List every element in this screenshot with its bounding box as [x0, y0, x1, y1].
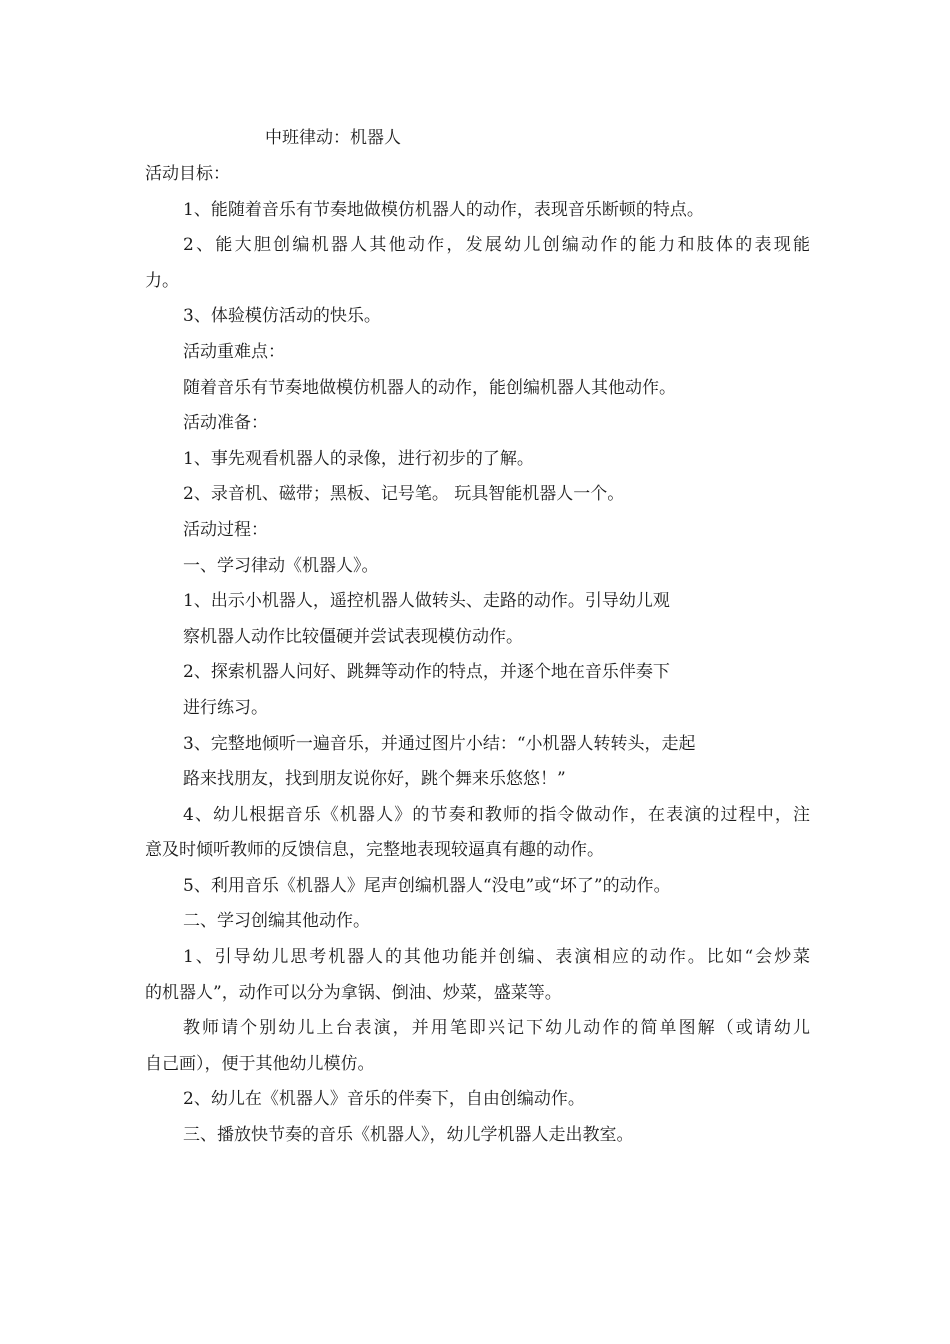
subsection-heading: 三、播放快节奏的音乐《机器人》，幼儿学机器人走出教室。	[183, 1125, 634, 1146]
subsection-heading: 二、学习创编其他动作。	[183, 911, 370, 932]
paragraph-line: 察机器人动作比较僵硬并尝试表现模仿动作。	[183, 626, 523, 647]
paragraph-line: 路来找朋友，找到朋友说你好，跳个舞来乐悠悠！”	[183, 769, 566, 790]
paragraph-line: 1、事先观看机器人的录像，进行初步的了解。	[183, 448, 534, 469]
paragraph-line: 2、能大胆创编机器人其他动作，发展幼儿创编动作的能力和肢体的表现能	[183, 235, 810, 256]
paragraph-line: 3、体验模仿活动的快乐。	[183, 306, 381, 327]
paragraph-line: 教师请个别幼儿上台表演，并用笔即兴记下幼儿动作的简单图解（或请幼儿	[183, 1018, 810, 1039]
paragraph-line: 力。	[145, 270, 179, 291]
paragraph-line: 5、利用音乐《机器人》尾声创编机器人“没电”或“坏了”的动作。	[183, 875, 671, 896]
section-heading-process: 活动过程：	[183, 519, 268, 540]
paragraph-line: 自己画），便于其他幼儿模仿。	[145, 1053, 375, 1074]
paragraph-line: 2、探索机器人问好、跳舞等动作的特点，并逐个地在音乐伴奏下	[183, 662, 670, 683]
subsection-heading: 一、学习律动《机器人》。	[183, 555, 379, 576]
document-title: 中班律动：机器人	[265, 128, 401, 148]
paragraph-line: 进行练习。	[183, 697, 268, 718]
paragraph-line: 4、幼儿根据音乐《机器人》的节奏和教师的指令做动作，在表演的过程中，注	[183, 804, 810, 825]
paragraph-line: 3、完整地倾听一遍音乐，并通过图片小结：“小机器人转转头，走起	[183, 733, 696, 754]
paragraph-line: 2、录音机、磁带；黑板、记号笔。 玩具智能机器人一个。	[183, 484, 625, 505]
paragraph-line: 2、幼儿在《机器人》音乐的伴奏下，自由创编动作。	[183, 1089, 585, 1110]
paragraph-line: 意及时倾听教师的反馈信息，完整地表现较逼真有趣的动作。	[145, 840, 604, 861]
section-heading-key-points: 活动重难点：	[183, 341, 285, 362]
section-heading-preparation: 活动准备：	[183, 413, 268, 434]
document-body	[145, 160, 810, 1157]
paragraph-line: 1、能随着音乐有节奏地做模仿机器人的动作，表现音乐断顿的特点。	[183, 199, 704, 220]
paragraph-line: 随着音乐有节奏地做模仿机器人的动作，能创编机器人其他动作。	[183, 377, 676, 398]
paragraph-line: 的机器人”，动作可以分为拿锅、倒油、炒菜，盛菜等。	[145, 982, 562, 1003]
paragraph-line: 1、引导幼儿思考机器人的其他功能并创编、表演相应的动作。比如“会炒菜	[183, 947, 810, 968]
paragraph-line: 1、出示小机器人，遥控机器人做转头、走路的动作。引导幼儿观	[183, 591, 670, 612]
section-heading-goals: 活动目标：	[145, 164, 230, 184]
